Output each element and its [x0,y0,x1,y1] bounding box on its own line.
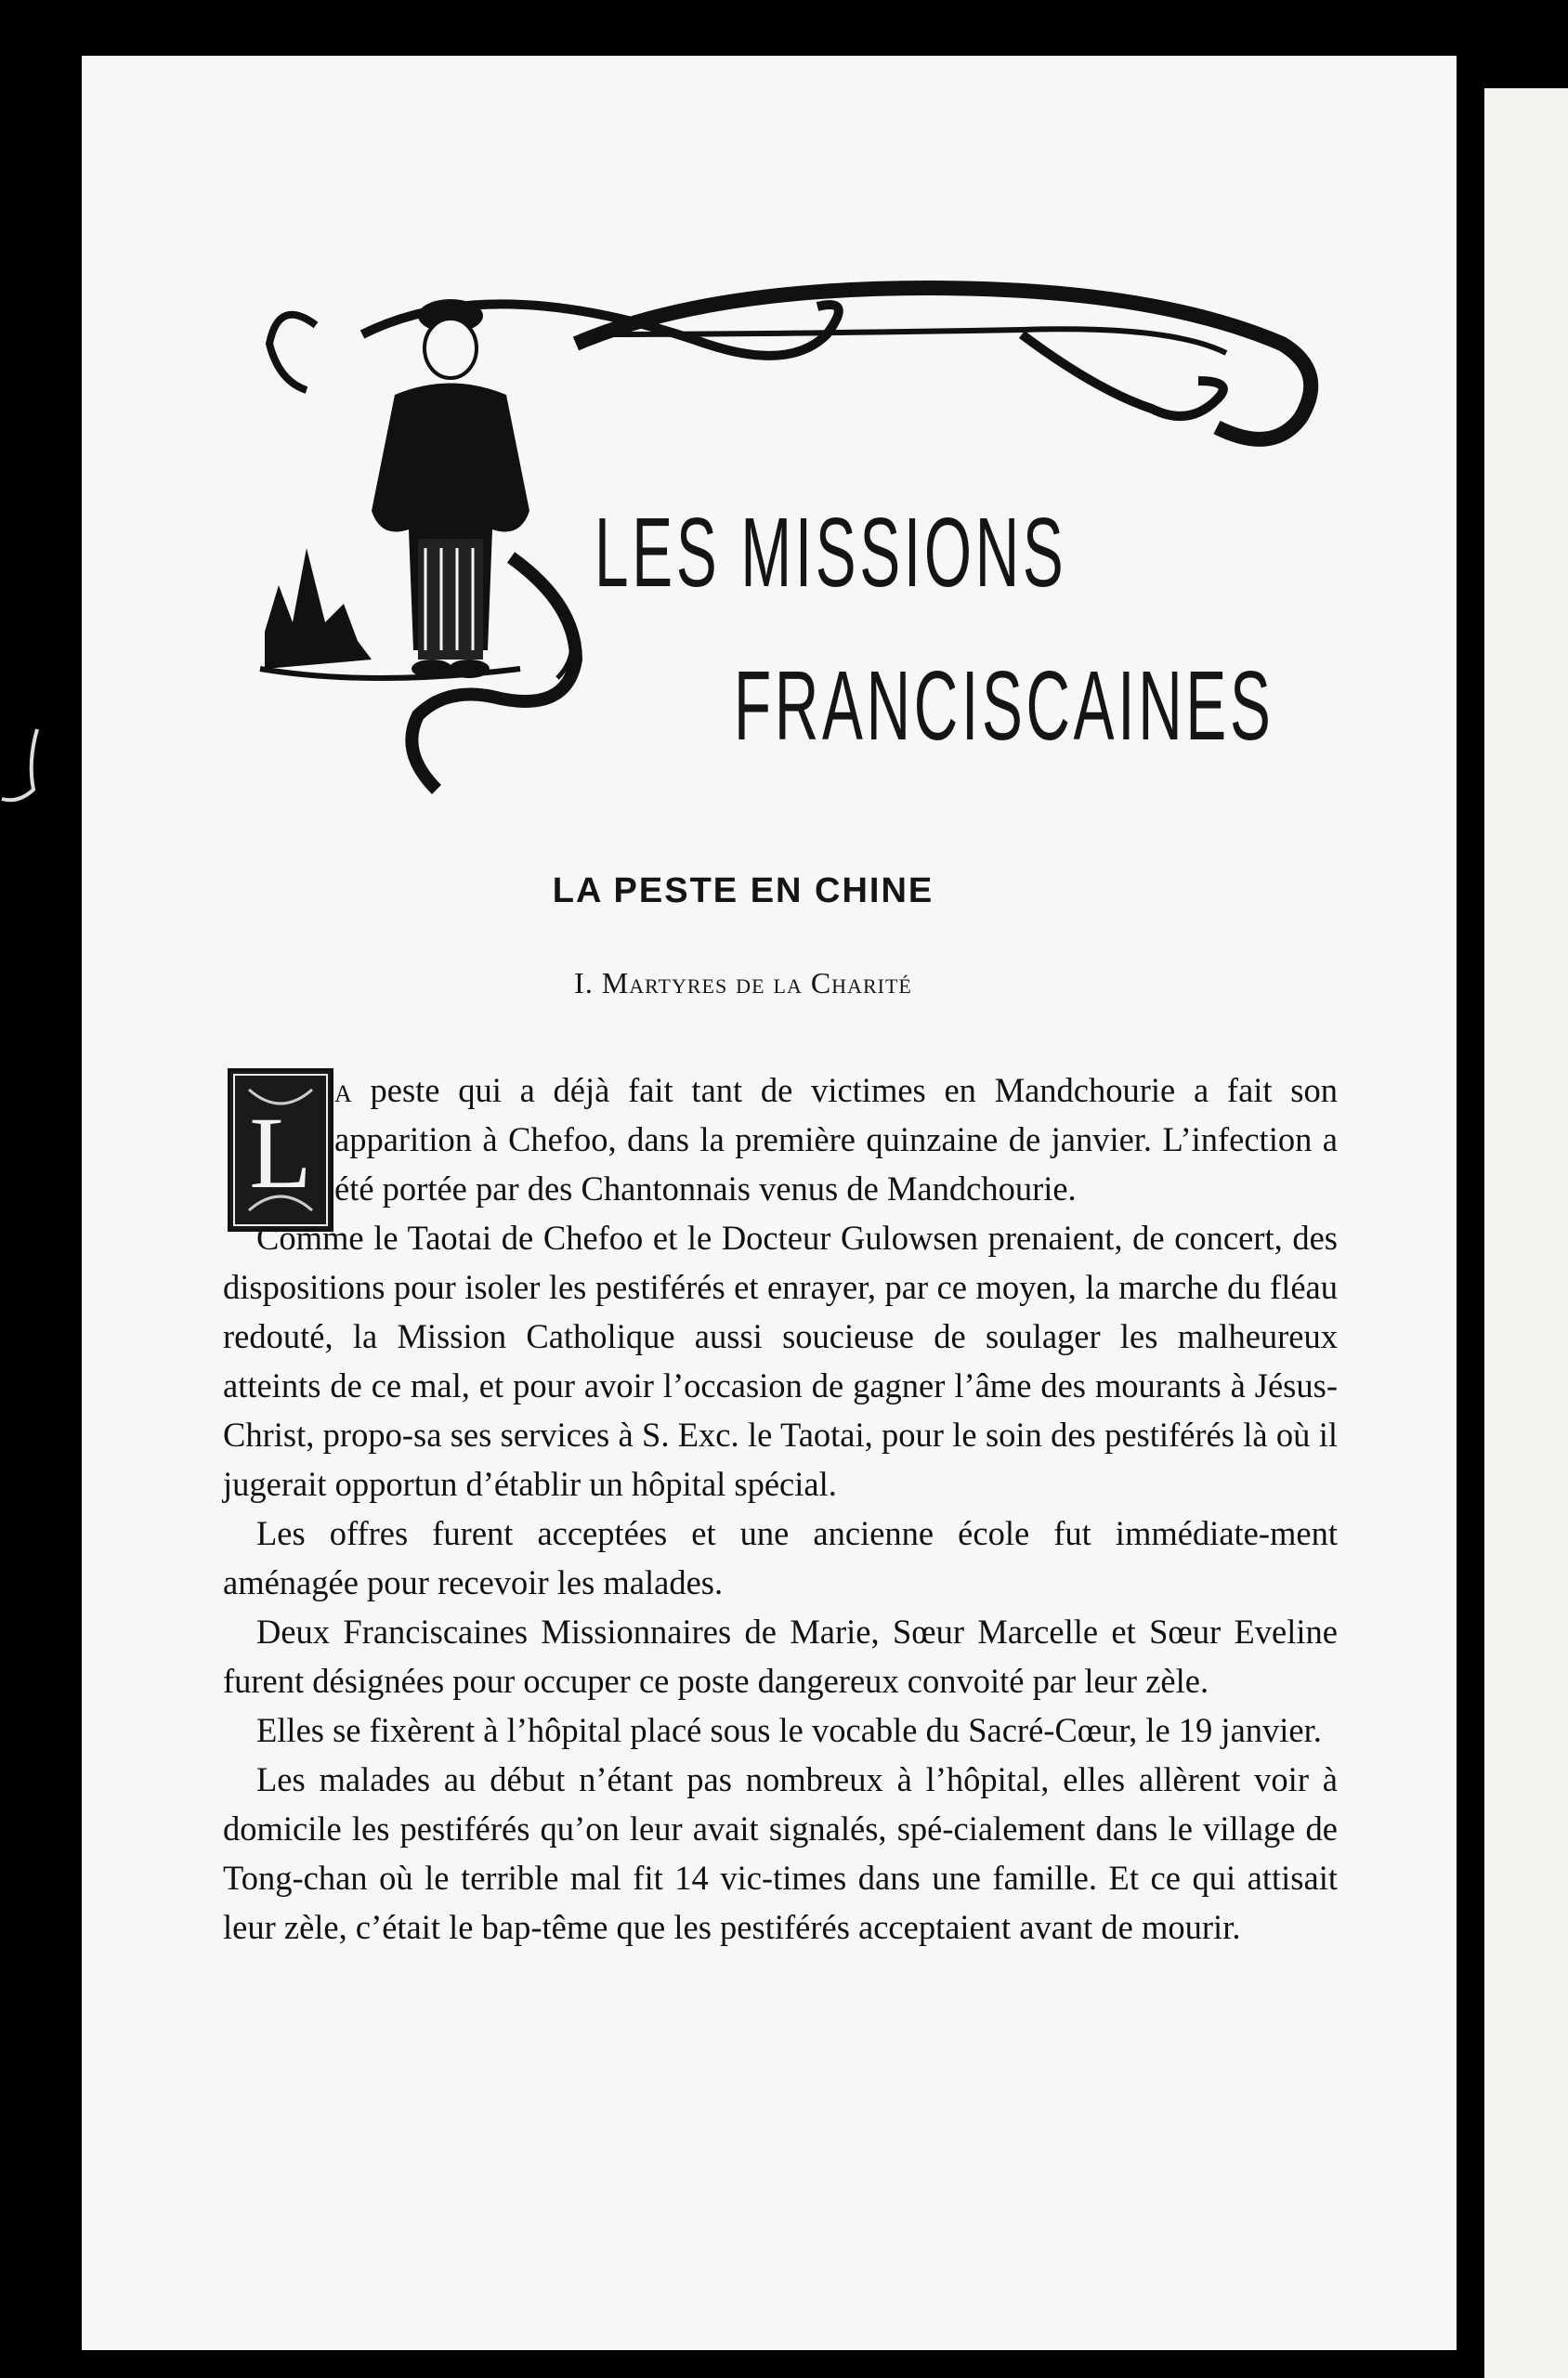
paragraph-2: Comme le Taotai de Chefoo et le Docteur Gulowsen prenaient, de concert, des dispositions pour isoler les pestiférés et enrayer, par ce moyen, la marche du fléau redouté, la Mission Catholique aussi soucieuse de soulager les malheureux atteints de ce mal, et pour avoir l’occasion de gagner l’âme des mourants à Jésus-Christ, propo-sa ses services à S. Exc. le Taotai, pour le soin des pestiférés là où il jugerait opportun d’établir un hôpital spécial. [223,1219,1338,1503]
article-body [223,1065,1338,1952]
facing-page-edge [1484,88,1568,2378]
subsection-title: I. Martyres de la Charité [574,966,912,1000]
heading-line-1: LES MISSIONS [595,498,1067,608]
paragraph-5: Elles se fixèrent à l’hôpital placé sous le vocable du Sacré-Cœur, le 19 janvier. [256,1711,1322,1749]
heading-line-2: FRANCISCAINES [734,651,1274,761]
section-title: LA PESTE EN CHINE [552,871,934,910]
paragraph-4: Deux Franciscaines Missionnaires de Marie, Sœur Marcelle et Sœur Eveline furent désignées pour occuper ce poste dangereux convoité par leur zèle. [223,1613,1338,1700]
paragraph-3: Les offres furent acceptées et une ancienne école fut immédiate-ment aménagée pour recevoir les malades. [223,1514,1338,1601]
margin-mark [0,725,56,817]
paragraph-1-text: peste qui a déjà fait tant de victimes en Mandchourie a fait son apparition à Chefoo, dans la première quinzaine de janvier. L’infection a été portée par des Chantonnais venus de Mandchourie. [334,1071,1338,1208]
paragraph-1-lead: a [334,1071,352,1109]
paragraph-6: Les malades au début n’étant pas nombreux à l’hôpital, elles allèrent voir à domicile les pestiférés qu’on leur avait signalés, spé-cialement dans le village de Tong-chan où le terrible mal fit 14 vic-times dans une famille. Et ce qui attisait leur zèle, c’était le bap-tême que les pestiférés acceptaient avant de mourir. [223,1760,1338,1946]
paragraph-1 [223,1065,1338,1213]
dropcap-letter: L [249,1096,312,1209]
